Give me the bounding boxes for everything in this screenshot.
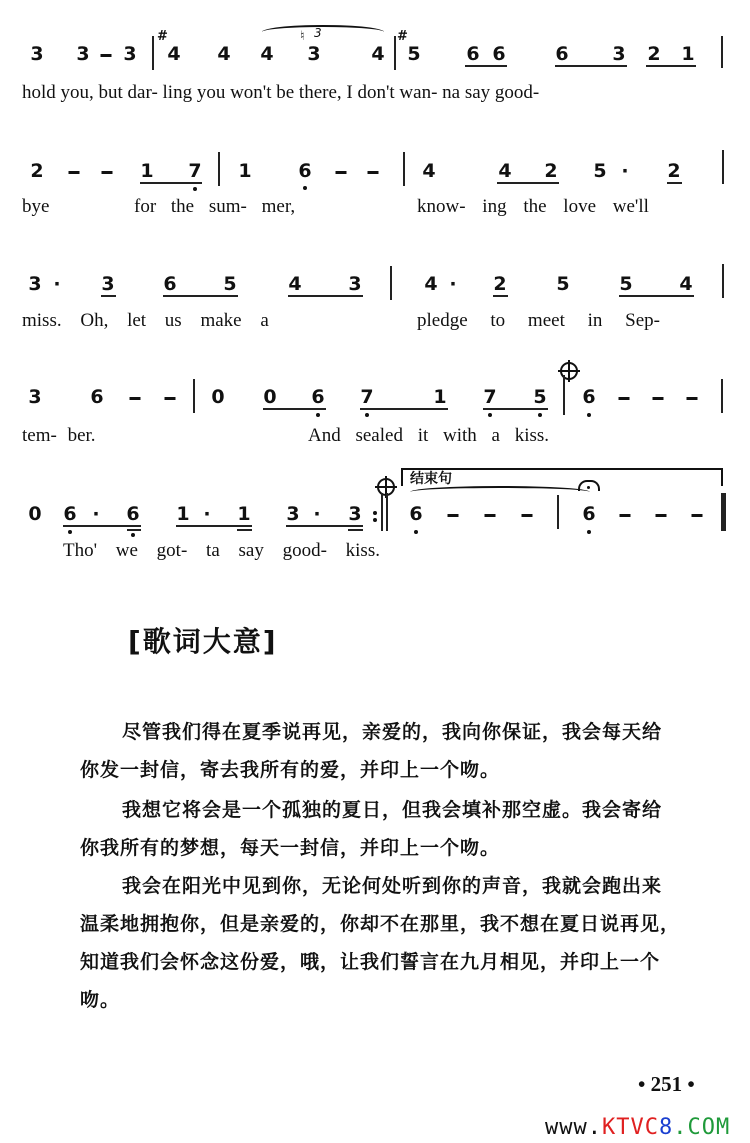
bar-line (722, 264, 724, 298)
aug-dot: · (92, 503, 100, 525)
dash (368, 171, 379, 174)
note: 4 (217, 43, 231, 65)
ending-label: 结束句 (410, 471, 452, 487)
bar-line (381, 493, 383, 531)
beam (263, 408, 326, 410)
note: 6 (163, 273, 177, 295)
note: 4 (260, 43, 274, 65)
low-octave-dot (414, 530, 418, 534)
beam (163, 295, 238, 297)
bar-line (557, 495, 559, 529)
note: 6 (582, 503, 596, 525)
beam (619, 295, 694, 297)
translation-paragraph: 我想它将会是一个孤独的夏日，但我会填补那空虚。我会寄给你我所有的梦想，每天一封信，并印上一个吻。 (80, 799, 663, 859)
triplet-mark: 3 (314, 26, 322, 40)
dash (619, 397, 630, 400)
repeat-dot (373, 511, 377, 515)
lyrics: hold you, but dar- ling you won't be there, I don't wan- na say good- (22, 82, 540, 103)
bar-line (394, 36, 396, 70)
note: 0 (211, 386, 225, 408)
note: 4 (498, 160, 512, 182)
note: 1 (681, 43, 695, 65)
note: 6 (409, 503, 423, 525)
note: 1 (237, 503, 251, 525)
note: 3 (76, 43, 90, 65)
bar-line (721, 36, 723, 68)
note: 5 (556, 273, 570, 295)
lyrics: know- ing the love we'll (417, 196, 649, 217)
slur (410, 486, 590, 498)
note: 1 (238, 160, 252, 182)
lyrics: And sealed it with a kiss. (308, 425, 550, 446)
dash (69, 171, 80, 174)
bar-line (721, 379, 723, 413)
aug-dot: · (53, 273, 61, 295)
natural-icon: ♮ (300, 29, 305, 44)
note: 3 (286, 503, 300, 525)
bar-line (722, 150, 724, 184)
note: 7 (483, 386, 497, 408)
note: 0 (263, 386, 277, 408)
beam (555, 65, 627, 67)
low-octave-dot (587, 413, 591, 417)
slur (262, 25, 384, 39)
bar-line (152, 36, 154, 70)
lyrics: pledge to meet in Sep- (417, 310, 660, 331)
note: 6 (582, 386, 596, 408)
dash (448, 514, 459, 517)
page-number: • 251 • (638, 1072, 695, 1096)
dash (522, 514, 533, 517)
aug-dot: · (449, 273, 457, 295)
sharp-icon: # (397, 29, 408, 44)
dash (692, 514, 703, 517)
final-bar-line (721, 493, 726, 531)
section-heading: [歌词大意] (128, 625, 278, 658)
note: 5 (619, 273, 633, 295)
dash (656, 514, 667, 517)
note: 5 (593, 160, 607, 182)
note: 5 (407, 43, 421, 65)
low-octave-dot (193, 187, 197, 191)
beam (465, 65, 507, 67)
note: 6 (63, 503, 77, 525)
note: 7 (188, 160, 202, 182)
low-octave-dot (488, 413, 492, 417)
low-octave-dot (68, 530, 72, 534)
beam (348, 529, 363, 531)
lyrics: Tho' we got- ta say good- kiss. (63, 540, 380, 561)
note: 1 (433, 386, 447, 408)
beam (493, 295, 508, 297)
dash (130, 397, 141, 400)
note: 1 (140, 160, 154, 182)
dash (653, 397, 664, 400)
note: 4 (679, 273, 693, 295)
low-octave-dot (131, 533, 135, 537)
beam (101, 295, 116, 297)
score-line-3 (0, 240, 750, 355)
note: 4 (371, 43, 385, 65)
lyrics: tem- ber. (22, 425, 96, 446)
aug-dot: · (621, 160, 629, 182)
fermata-icon (578, 480, 600, 491)
note: 6 (90, 386, 104, 408)
bar-line (403, 152, 405, 186)
dash (102, 171, 113, 174)
note: 3 (307, 43, 321, 65)
note: 3 (30, 43, 44, 65)
dash (620, 514, 631, 517)
note: 5 (533, 386, 547, 408)
note: 4 (288, 273, 302, 295)
note: 3 (123, 43, 137, 65)
low-octave-dot (316, 413, 320, 417)
note: 6 (126, 503, 140, 525)
beam (63, 525, 141, 527)
beam (140, 182, 202, 184)
dash (165, 397, 176, 400)
note: 2 (647, 43, 661, 65)
dash (485, 514, 496, 517)
watermark-ktvc: KTVC (601, 1115, 659, 1140)
note: 4 (422, 160, 436, 182)
beam (237, 529, 252, 531)
low-octave-dot (538, 413, 542, 417)
note: 6 (298, 160, 312, 182)
score-line-5 (0, 465, 750, 585)
bar-line (390, 266, 392, 300)
note: 6 (555, 43, 569, 65)
lyrics: miss. Oh, let us make a (22, 310, 269, 331)
note: 7 (360, 386, 374, 408)
watermark-com: .COM (673, 1115, 731, 1140)
translation-paragraph: 我会在阳光中见到你，无论何处听到你的声音，我就会跑出来温柔地拥抱你，但是亲爱的，你却不在那里，我不想在夏日说再见，知道我们会怀念这份爱，哦，让我们誓言在九月相见，并印上一个吻。 (80, 875, 681, 1011)
note: 6 (311, 386, 325, 408)
beam (483, 408, 548, 410)
note: 3 (612, 43, 626, 65)
beam (286, 525, 363, 527)
beam (127, 529, 141, 531)
beam (667, 182, 682, 184)
note: 1 (176, 503, 190, 525)
dash (336, 171, 347, 174)
translation-paragraph: 尽管我们得在夏季说再见，亲爱的，我向你保证，我会每天给你发一封信，寄去我所有的爱，并印上一个吻。 (80, 721, 663, 781)
beam (360, 408, 448, 410)
score-line-1 (0, 0, 750, 120)
note: 3 (348, 273, 362, 295)
score-line-2 (0, 120, 750, 240)
bar-line (563, 375, 565, 415)
low-octave-dot (587, 530, 591, 534)
watermark-8: 8 (658, 1115, 674, 1140)
note: 3 (28, 273, 42, 295)
note: 2 (30, 160, 44, 182)
note: 3 (28, 386, 42, 408)
note: 6 (492, 43, 506, 65)
lyrics: bye (22, 196, 50, 217)
note: 2 (544, 160, 558, 182)
sharp-icon: # (157, 29, 168, 44)
watermark (545, 1115, 730, 1140)
dash (101, 54, 112, 57)
aug-dot: · (203, 503, 211, 525)
note: 3 (348, 503, 362, 525)
note: 5 (223, 273, 237, 295)
low-octave-dot (303, 186, 307, 190)
note: 0 (28, 503, 42, 525)
note: 4 (424, 273, 438, 295)
bar-line (386, 493, 388, 531)
note: 4 (167, 43, 181, 65)
low-octave-dot (365, 413, 369, 417)
beam (497, 182, 559, 184)
dash (687, 397, 698, 400)
note: 3 (101, 273, 115, 295)
score-line-4 (0, 355, 750, 465)
note: 6 (466, 43, 480, 65)
repeat-dot (373, 518, 377, 522)
bar-line (193, 379, 195, 413)
beam (288, 295, 363, 297)
watermark-www: www. (545, 1115, 602, 1140)
aug-dot: · (313, 503, 321, 525)
bar-line (218, 152, 220, 186)
lyrics: for the sum- mer, (134, 196, 296, 217)
note: 2 (493, 273, 507, 295)
beam (646, 65, 696, 67)
beam (176, 525, 252, 527)
note: 2 (667, 160, 681, 182)
